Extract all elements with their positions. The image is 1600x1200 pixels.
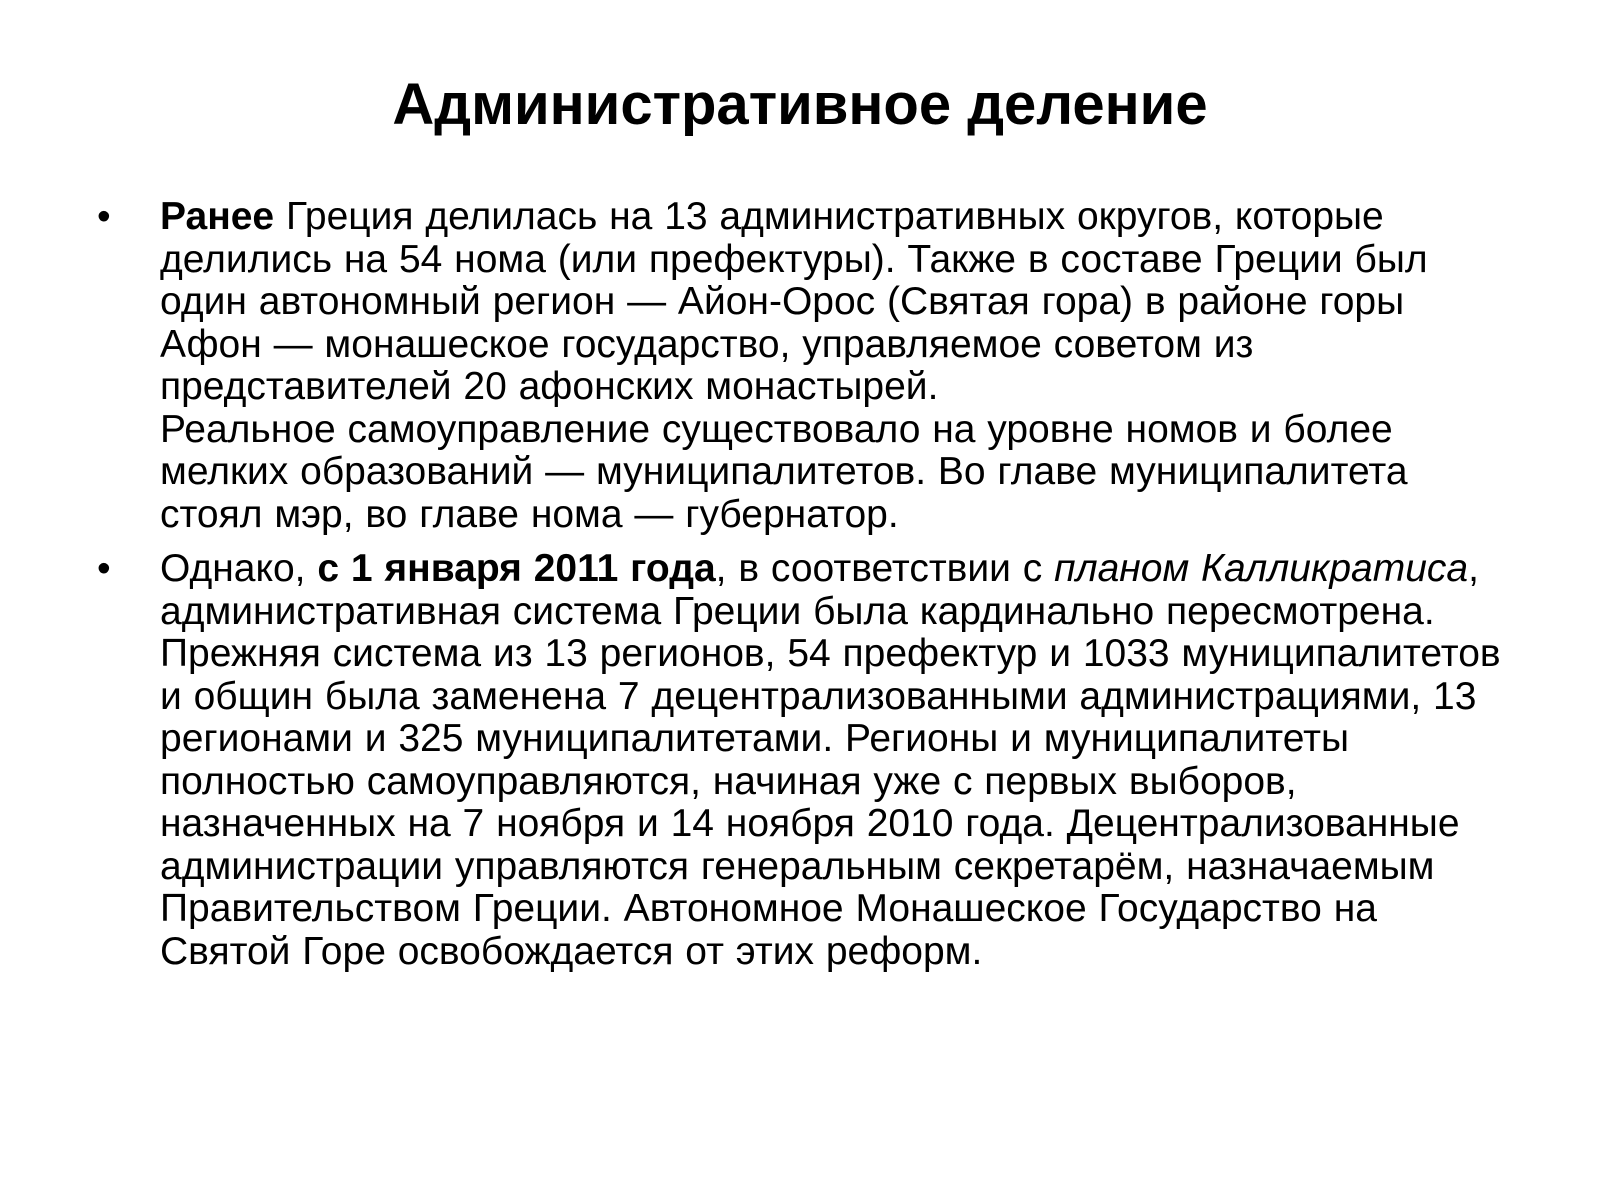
bullet-date-bold: с 1 января 2011 года: [317, 547, 716, 590]
bullet-text: , в соответствии с: [715, 547, 1055, 590]
bullet-list: [0, 196, 1600, 973]
bullet-text: Греция делилась на 13 административных округов, которые делились на 54 нома (или префектуры). Также в составе Греции был один автономный регион — Айон-Орос (Святая гора) в районе горы Афон — монашеское государство, управляемое советом из представителей 20 афонских монастырей.: [160, 195, 1428, 408]
bullet-text: , административная система Греции была кардинально пересмотрена. Прежняя система из 13 регионов, 54 префектур и 1033 муниципалитетов и общин была заменена 7 децентрализованными администрациями, 13 регионами и 325 муниципалитетами. Регионы и муниципалитеты полностью самоуправляются, начиная уже с первых выборов, назначенных на 7 ноября и 14 ноября 2010 года. Децентрализованные администрации управляются генеральным секретарём, назначаемым Правительством Греции. Автономное Монашеское Государство на Святой Горе освобождается от этих реформ.: [160, 547, 1501, 973]
slide-title: Административное деление: [392, 72, 1208, 137]
bullet-paragraph-1: [160, 196, 1510, 409]
bullet-text: Однако,: [160, 547, 318, 590]
bullet-paragraph-2: Реальное самоуправление существовало на уровне номов и более мелких образований — муниципалитетов. Во главе муниципалитета стоял мэр, во главе нома — губернатор.: [160, 407, 1408, 536]
bullet-item-former-division: [0, 196, 1600, 536]
bullet-dot-icon: •: [97, 547, 111, 590]
bullet-plan-italic: планом Калликратиса: [1054, 547, 1469, 590]
bullet-lead-bold: Ранее: [160, 195, 275, 238]
bullet-item-reform: [0, 548, 1600, 973]
bullet-dot-icon: •: [97, 195, 111, 238]
bullet-paragraph-reform: [160, 548, 1510, 973]
